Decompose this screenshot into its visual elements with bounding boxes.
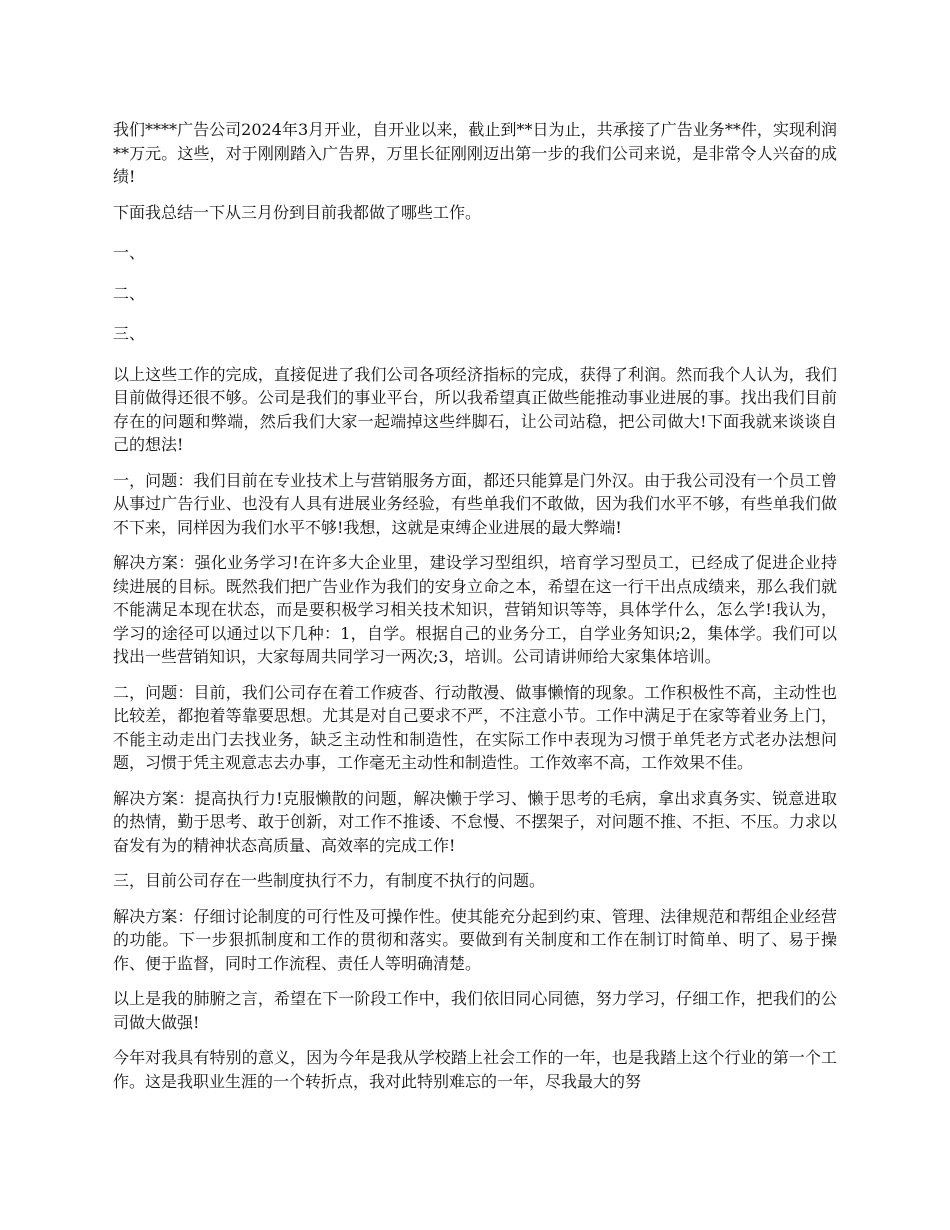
document-body — [113, 118, 837, 1105]
paragraph-problem-two: 二，问题：目前，我们公司存在着工作疲沓、行动散漫、做事懒惰的现象。工作积极性不高，主动性也比较差，都抱着等靠要思想。尤其是对自己要求不严，不注意小节。工作中满足于在家等着业务上门，不能主动走出门去找业务，缺乏主动性和制造性，在实际工作中表现为习惯于单凭老方式老办法想问题，习惯于凭主观意志去办事，工作毫无主动性和制造性。工作效率不高，工作效果不佳。 — [113, 682, 837, 772]
paragraph-solution-two: 解决方案：提高执行力!克服懒散的问题，解决懒于学习、懒于思考的毛病，拿出求真务实、锐意进取的热情，勤于思考、敢于创新，对工作不推诿、不怠慢、不摆架子，对问题不推、不拒、不压。力求以奋发有为的精神状态高质量、高效率的完成工作! — [113, 788, 837, 855]
paragraph-item-two: 二、 — [113, 283, 146, 303]
paragraph-problem-three: 三，目前公司存在一些制度执行不力，有制度不执行的问题。 — [113, 871, 546, 890]
paragraph-item-three: 三、 — [113, 324, 146, 343]
paragraph-solution-three: 解决方案：仔细讨论制度的可行性及可操作性。使其能充分起到约束、管理、法律规范和帮组企业经营的功能。下一步狠抓制度和工作的贯彻和落实。要做到有关制度和工作在制订时简单、明了、易于操作、便于监督，同时工作流程、责任人等明确清楚。 — [113, 906, 837, 973]
paragraph-solution-one: 解决方案：强化业务学习!在许多大企业里，建设学习型组织，培育学习型员工，已经成了促进企业持续进展的目标。既然我们把广告业作为我们的安身立命之本，希望在这一行干出点成绩来，那么我们就不能满足本现在状态，而是要积极学习相关技术知识，营销知识等等，具体学什么，怎么学!我认为，学习的途径可以通过以下几种：1，自学。根据自己的业务分工，自学业务知识;2，集体学。我们可以找出一些营销知识，大家每周共同学习一两次;3，培训。公司请讲师给大家集体培训。 — [113, 553, 837, 666]
paragraph-year-review: 今年对我具有特别的意义，因为今年是我从学校踏上社会工作的一年，也是我踏上这个行业的第一个工作。这是我职业生涯的一个转折点，我对此特别难忘的一年，尽我最大的努 — [113, 1048, 837, 1091]
paragraph-intro: 我们****广告公司2024年3月开业，自开业以来，截止到**日为止，共承接了广告业务**件，实现利润**万元。这些，对于刚刚踏入广告界，万里长征刚刚迈出第一步的我们公司来说，是非常令人兴奋的成绩! — [113, 120, 837, 186]
paragraph-summary-lead: 下面我总结一下从三月份到目前我都做了哪些工作。 — [113, 202, 482, 222]
paragraph-reflection: 以上这些工作的完成，直接促进了我们公司各项经济指标的完成，获得了利润。然而我个人认为，我们目前做得还很不够。公司是我们的事业平台，所以我希望真正做些能推动事业进展的事。找出我们目前存在的问题和弊端，然后我们大家一起端掉这些绊脚石，让公司站稳，把公司做大!下面我就来谈谈自己的想法! — [113, 364, 837, 454]
paragraph-problem-one: 一，问题：我们目前在专业技术上与营销服务方面，都还只能算是门外汉。由于我公司没有一个员工曾从事过广告行业、也没有人具有进展业务经验，有些单我们不敢做，因为我们水平不够，有些单我们做不下来，同样因为我们水平不够!我想，这就是束缚企业进展的最大弊端! — [113, 470, 837, 537]
paragraph-closing: 以上是我的肺腑之言，希望在下一阶段工作中，我们依旧同心同德，努力学习，仔细工作，把我们的公司做大做强! — [113, 989, 837, 1032]
paragraph-item-one: 一、 — [113, 243, 146, 262]
